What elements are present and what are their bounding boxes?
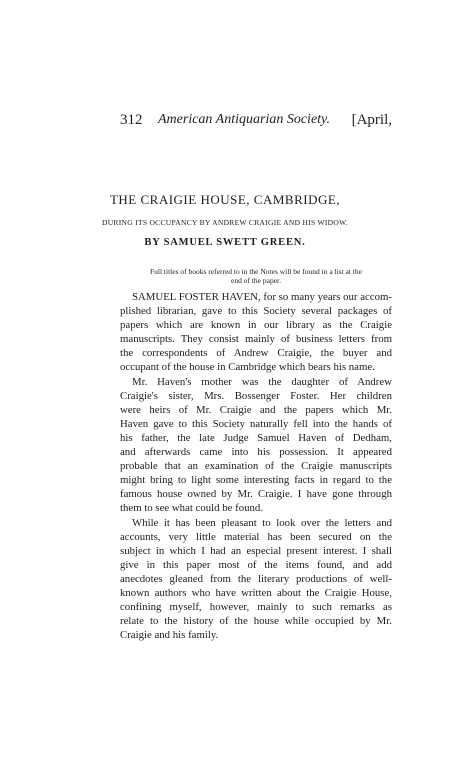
text-line: known authors who have written about the Craigie House,	[120, 586, 392, 599]
text-line: probable that an examination of the Craigie manuscripts	[120, 460, 392, 473]
text-line: give in this paper most of the items found, and add	[120, 558, 392, 571]
text-line: accounts, very little material has been secured on the	[120, 530, 392, 543]
article-body	[120, 290, 392, 642]
text-line: Craigie and his family.	[120, 629, 219, 642]
text-line: anecdotes gleaned from the literary productions of well-	[120, 572, 392, 585]
text-line: manuscripts. They consist mainly of business letters from	[120, 333, 392, 346]
article-title: THE CRAIGIE HOUSE, CAMBRIDGE,	[109, 192, 341, 207]
text-line: plished librarian, gave to this Society several packages of	[120, 305, 392, 318]
text-line: and afterwards came into his possession. It appeared	[120, 446, 392, 459]
paragraph	[120, 516, 392, 643]
text-line: the correspondents of Andrew Craigie, the buyer and	[120, 347, 392, 360]
text-line: might bring to light some interesting facts in regard to the	[120, 474, 392, 487]
text-line: confining myself, however, mainly to such remarks as	[120, 601, 392, 614]
text-line: occupant of the house in Cambridge which bears his name.	[120, 361, 375, 374]
article-author: BY SAMUEL SWETT GREEN.	[144, 237, 306, 248]
text-line: relate to the history of the house while occupied by Mr.	[120, 615, 392, 628]
text-line: papers which are known in our library as the Craigie	[120, 319, 392, 332]
page-number: 312	[120, 112, 143, 128]
text-line: famous house owned by Mr. Craigie. I have gone through	[120, 488, 392, 501]
text-line: subject in which I had an especial present interest. I shall	[120, 544, 392, 557]
text-line: Haven gave to this Society naturally fell into the hands of	[120, 417, 392, 430]
footnote-note	[120, 267, 392, 285]
text-line: Craigie's sister, Mrs. Bossenger Foster. Her children	[120, 389, 392, 402]
note-line: Full titles of books referred to in the Notes will be found in a list at the	[149, 267, 363, 276]
paragraph	[120, 375, 392, 516]
text-line: his father, the late Judge Samuel Haven of Dedham,	[120, 431, 392, 444]
running-title: American Antiquarian Society.	[158, 112, 330, 127]
paragraph	[120, 290, 392, 375]
text-line: While it has been pleasant to look over the letters and	[132, 516, 392, 529]
page-header	[120, 112, 392, 130]
text-line: SAMUEL FOSTER HAVEN, for so many years our accom-	[132, 291, 392, 303]
text-line: them to see what could be found.	[120, 502, 264, 515]
text-line: Mr. Haven's mother was the daughter of Andrew	[132, 375, 392, 388]
text-line: were heirs of Mr. Craigie and the papers which Mr.	[120, 403, 392, 416]
note-line: end of the paper.	[231, 276, 281, 285]
header-date: [April,	[351, 112, 392, 128]
article-subtitle: DURING ITS OCCUPANCY BY ANDREW CRAIGIE AND HIS WIDOW.	[102, 218, 348, 227]
